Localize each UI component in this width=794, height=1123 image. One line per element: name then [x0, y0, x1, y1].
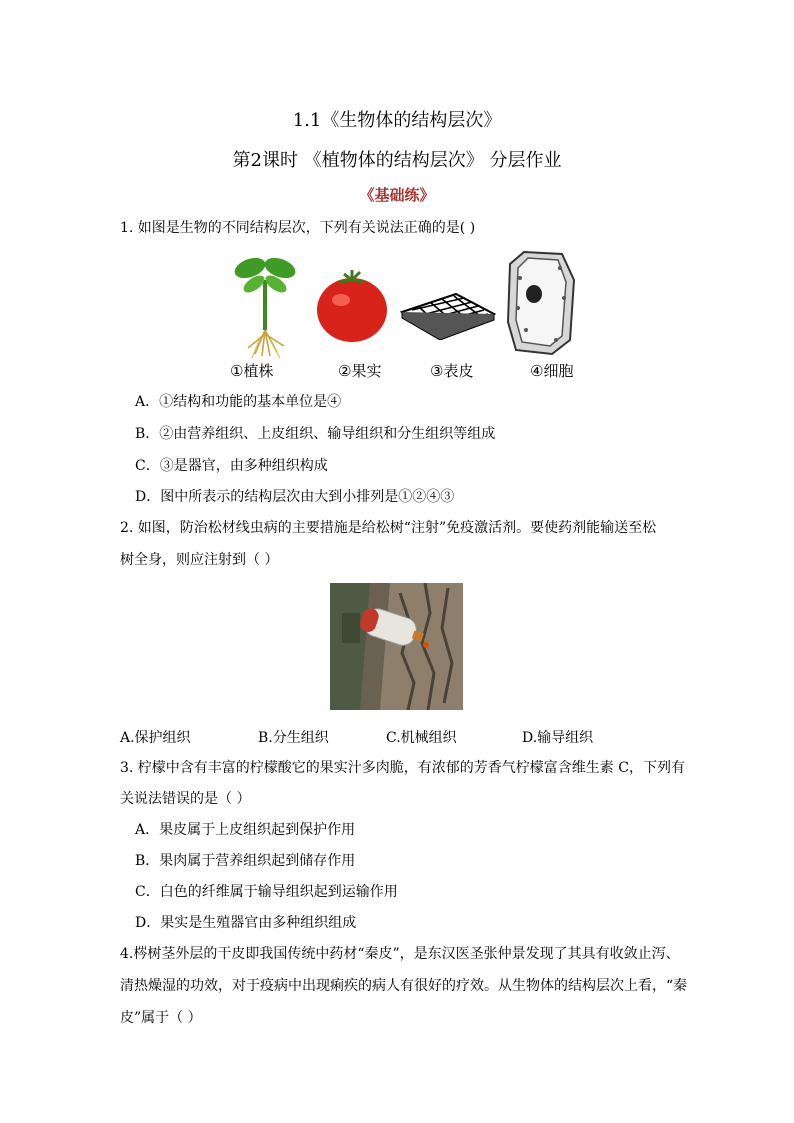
question-2-option-a: A.保护组织: [120, 730, 191, 746]
question-1-option-d: D．图中所表示的结构层次由大到小排列是①②④③: [135, 489, 455, 505]
question-2-option-c: C.机械组织: [386, 730, 457, 746]
structure-levels-figure: [222, 248, 592, 358]
question-3-option-b: B．果肉属于营养组织起到储存作用: [135, 853, 356, 869]
question-1-option-c: C．③是器官，由多种组织构成: [135, 458, 328, 474]
question-3-stem-line-2: 关说法错误的是（ ）: [120, 791, 251, 807]
question-2-option-b: B.分生组织: [258, 730, 329, 746]
plant-cell-image: [506, 248, 576, 356]
page-subtitle: 第2课时 《植物体的结构层次》 分层作业: [232, 150, 562, 171]
question-2-stem-line-1: 2. 如图，防治松材线虫病的主要措施是给松树“注射”免疫激活剂。要使药剂能输送至松: [120, 520, 657, 536]
caption-fruit: ②果实: [338, 362, 382, 380]
question-3-stem-line-1: 3. 柠檬中含有丰富的柠檬酸它的果实汁多肉脆，有浓郁的芳香气柠檬富含维生素 C，下列有: [120, 760, 685, 776]
question-1-option-a: A．①结构和功能的基本单位是④: [135, 394, 342, 410]
question-4-stem-line-1: 4.梣树茎外层的干皮即我国传统中药材“秦皮”，是东汉医圣张仲景发现了其具有收敛止泻、: [120, 946, 680, 962]
question-1-option-b: B．②由营养组织、上皮组织、输导组织和分生组织等组成: [135, 426, 496, 442]
question-2-option-d: D.输导组织: [522, 730, 594, 746]
caption-plant: ①植株: [230, 362, 274, 380]
question-2-stem-line-2: 树全身，则应注射到（ ）: [120, 552, 279, 568]
epidermis-tissue-image: [398, 290, 496, 340]
question-4-stem-line-3: 皮”属于（ ）: [120, 1010, 202, 1026]
tree-injection-photo: [330, 583, 463, 710]
question-1-stem: 1. 如图是生物的不同结构层次，下列有关说法正确的是( ): [120, 220, 476, 236]
plant-seedling-image: [230, 250, 300, 360]
tomato-fruit-image: [314, 266, 390, 344]
question-3-option-d: D．果实是生殖器官由多种组织组成: [135, 915, 357, 931]
question-2-options: [120, 727, 720, 747]
question-4-stem-line-2: 清热燥湿的功效，对于疫病中出现痢疾的病人有很好的疗效。从生物体的结构层次上看，“秦: [120, 978, 688, 994]
question-3-option-a: A．果皮属于上皮组织起到保护作用: [135, 822, 356, 838]
question-3-option-c: C．白色的纤维属于输导组织起到运输作用: [135, 884, 398, 900]
caption-epidermis: ③表皮: [430, 362, 474, 380]
page-title: 1.1《生物体的结构层次》: [292, 110, 502, 131]
section-heading: 《基础练》: [359, 186, 435, 204]
caption-cell: ④细胞: [530, 362, 574, 380]
